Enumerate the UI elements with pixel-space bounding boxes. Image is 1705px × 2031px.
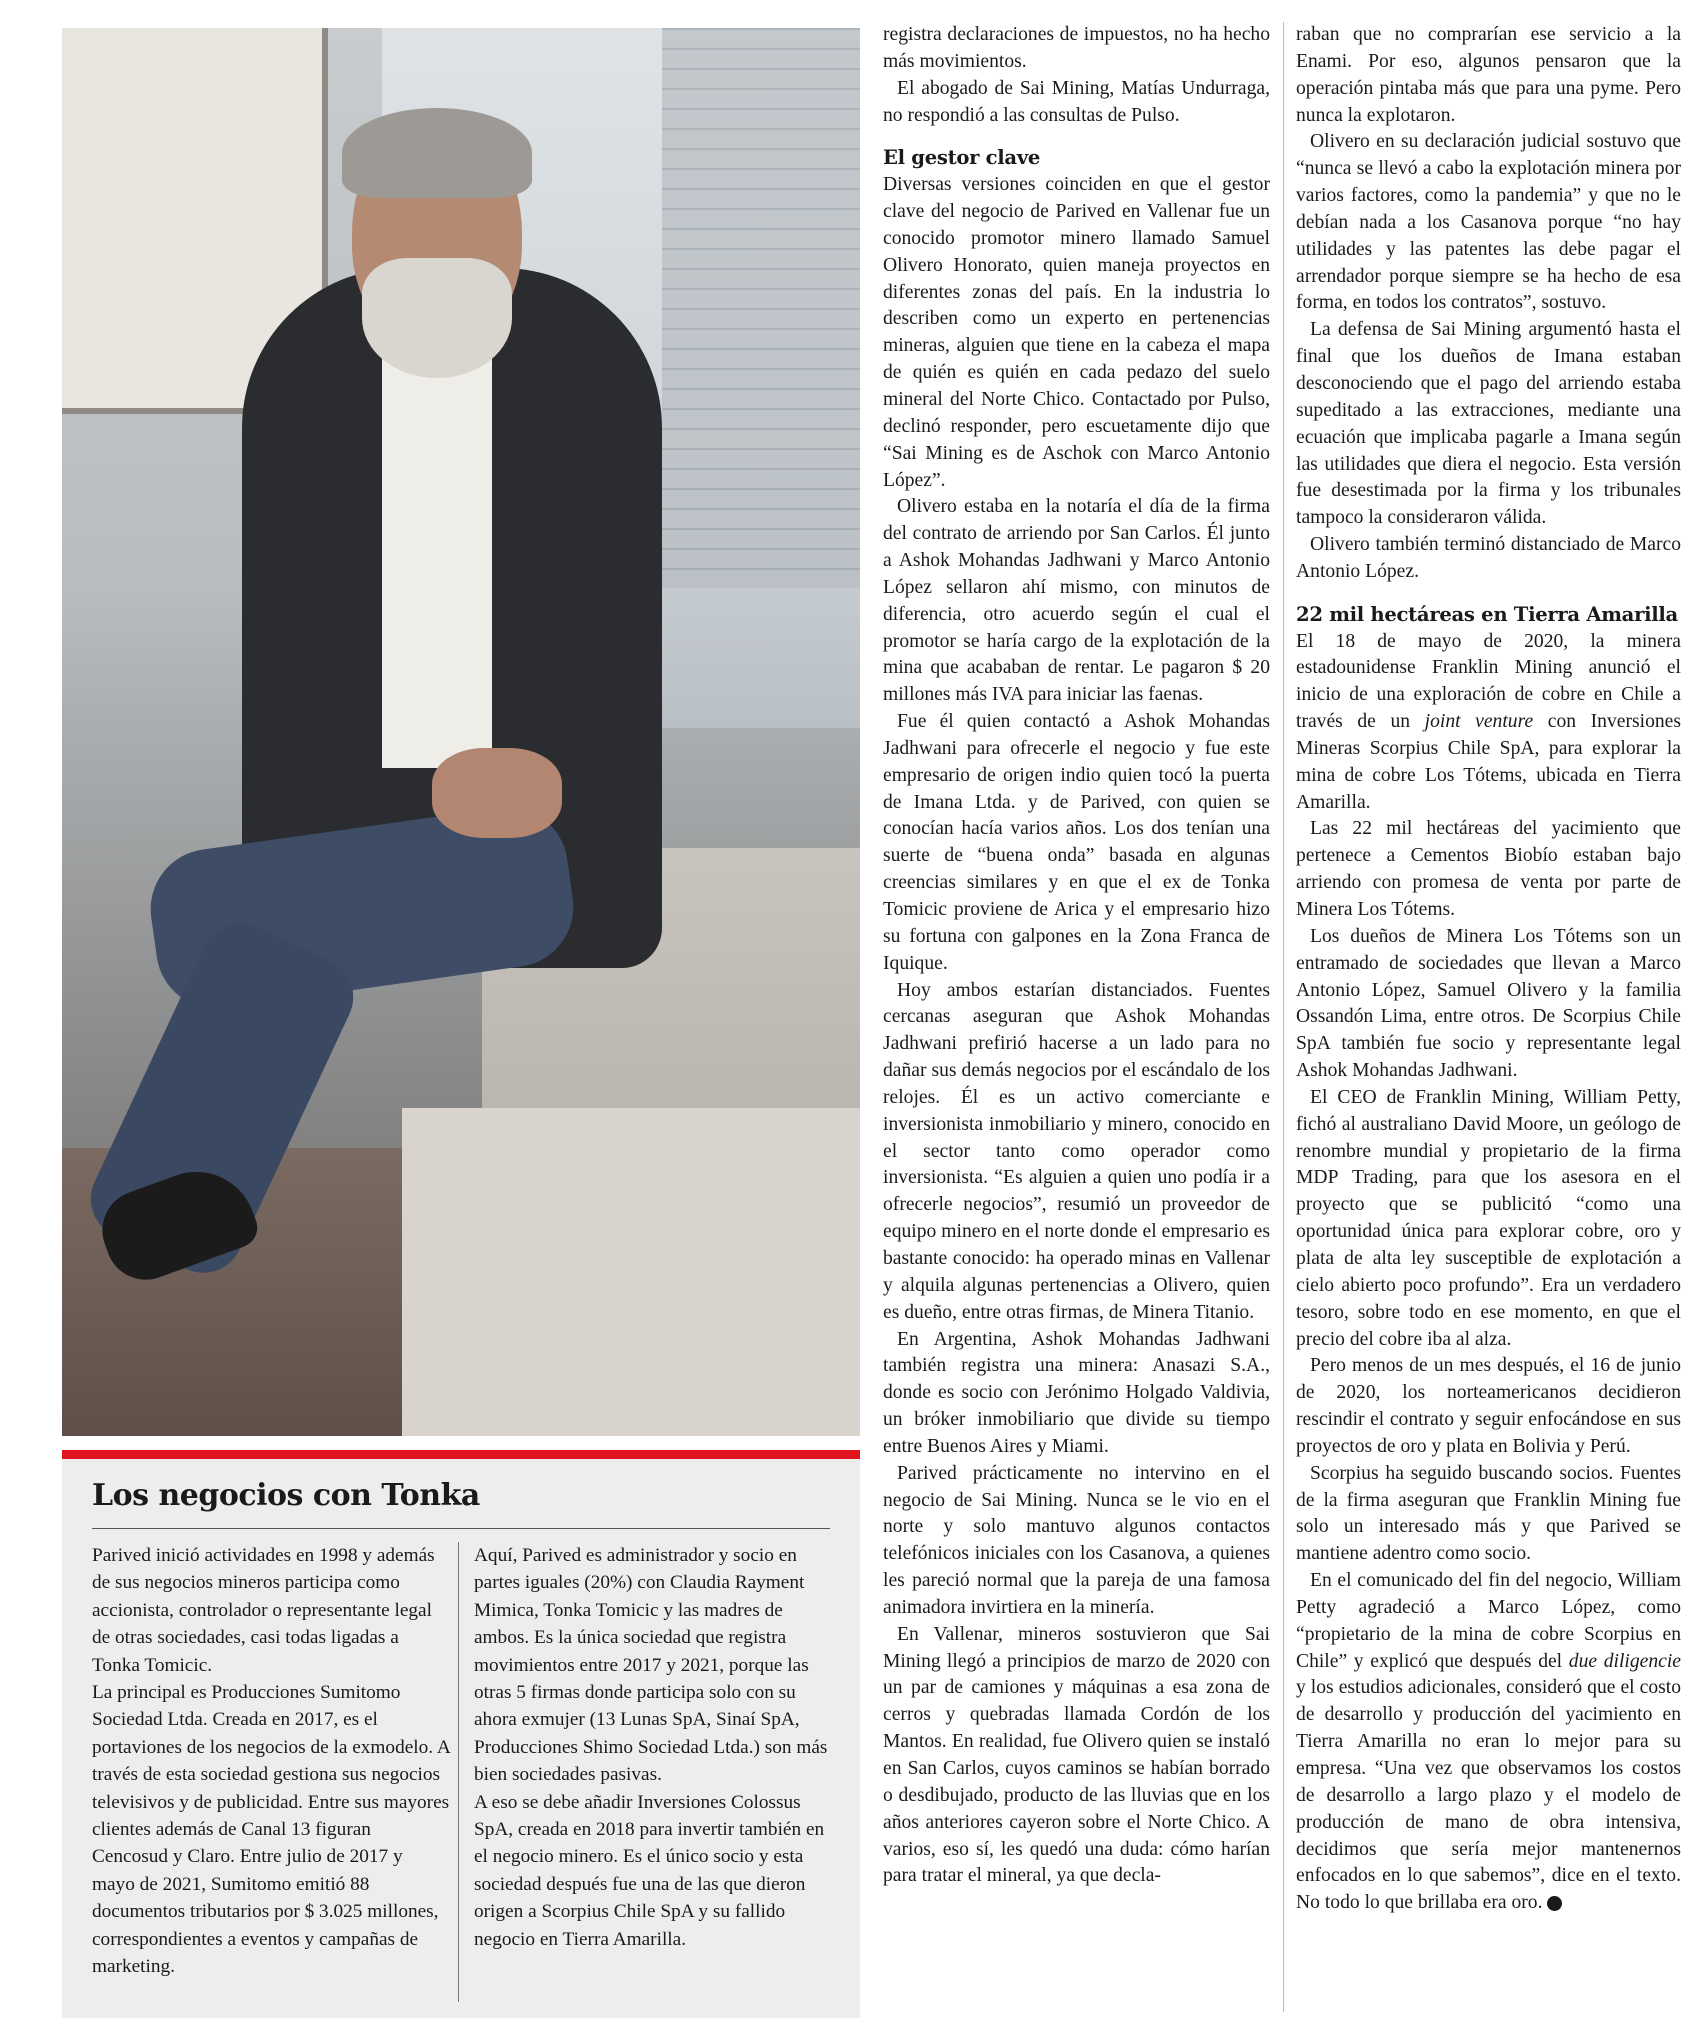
- sidebar-paragraph: La principal es Producciones Sumitomo Sociedad Ltda. Creada en 2017, es el portaviones de los negocios de la exmodelo. A través de esta sociedad gestiona sus negocios televisivos y de publicidad. Entre sus mayores clientes además de Canal 13 figuran Cencosud y Claro. Entre julio de 2017 y mayo de 2021, Sumitomo emitió 88 documentos tributarios por $ 3.025 millones, correspondientes a eventos y campañas de marketing.: [92, 1682, 450, 1978]
- photo-person-hands: [432, 748, 562, 838]
- article-column-2: [1296, 22, 1681, 1917]
- article-paragraph: Olivero también terminó distanciado de Marco Antonio López.: [1296, 534, 1681, 582]
- section-heading: 22 mil hectáreas en Tierra Amarilla: [1296, 602, 1678, 626]
- article-paragraph: Parived prácticamente no intervino en el negocio de Sai Mining. Nunca se le vio en el norte y solo mantuvo algunos contactos telefónicos iniciales con los Casanova, a quienes les pareció normal que la pareja de una famosa animadora invirtiera en la minería.: [883, 1462, 1270, 1618]
- section-heading: El gestor clave: [883, 146, 1041, 170]
- article-paragraph: [1296, 1568, 1681, 1917]
- text-run: El 18 de mayo de 2020, la minera estadounidense Franklin Mining anunció el inicio de una exploración de cobre en Chile a través de un: [1296, 630, 1681, 733]
- article-paragraph: raban que no comprarían ese servicio a la Enami. Por eso, algunos pensaron que la operación pintaba más que para una pyme. Pero nunca la explotaron.: [1296, 24, 1681, 126]
- article-paragraph: Scorpius ha seguido buscando socios. Fuentes de la firma aseguran que Franklin Mining fue solo un interesado más y que Parived se mantiene adentro como socio.: [1296, 1462, 1681, 1565]
- sidebar-box: [62, 1450, 860, 2018]
- sidebar-column-2: [474, 1542, 832, 1953]
- photo-person-beard: [362, 258, 512, 378]
- article-paragraph: En Argentina, Ashok Mohandas Jadhwani también registra una minera: Anasazi S.A., donde es socio con Jerónimo Holgado Valdivia, un bróker inmobiliario que divide su tiempo entre Buenos Aires y Miami.: [883, 1328, 1270, 1457]
- article-paragraph: El CEO de Franklin Mining, William Petty, fichó al australiano David Moore, un geólogo de renombre mundial y propietario de la firma MDP Trading, para que los asesora en el proyecto que se publicitó “como una oportunidad única para explorar cobre, oro y plata de alta ley susceptible de explotación a cielo abierto poco profundo”. Era un verdadero tesoro, sobre todo en ese momento, en que el precio del cobre iba al alza.: [1296, 1086, 1681, 1350]
- sidebar-title: Los negocios con Tonka: [92, 1478, 480, 1513]
- article-paragraph: Los dueños de Minera Los Tótems son un entramado de sociedades que llevan a Marco Antonio López, Samuel Olivero y la familia Ossandón Lima, entre otros. De Scorpius Chile SpA también fue socio y representante legal Ashok Mohandas Jadhwani.: [1296, 925, 1681, 1082]
- text-run: En el comunicado del fin del negocio, William Petty agradeció a Marco López, como “propietario de la mina de cobre Scorpius en Chile” y explicó que después del: [1296, 1570, 1681, 1672]
- sidebar-title-rule: [92, 1528, 830, 1529]
- sidebar-paragraph: A eso se debe añadir Inversiones Colossus SpA, creada en 2018 para invertir también en el negocio minero. Es el único socio y esta sociedad después fue una de las que dieron origen a Scorpius Chile SpA y su fallido negocio en Tierra Amarilla.: [474, 1791, 825, 1950]
- article-paragraph: En Vallenar, mineros sostuvieron que Sai Mining llegó a principios de marzo de 2020 con un par de camiones y máquinas a esa zona de cerros y quebradas llamada Cordón de los Mantos. En realidad, fue Olivero quien se instaló en San Carlos, cuyos caminos se habían borrado o desdibujado, producto de las lluvias que en los años anteriores cayeron sobre el Norte Chico. A varios, eso sí, les quedó una duda: cómo harían para tratar el mineral, ya que decla-: [883, 1623, 1270, 1887]
- article-paragraph: Las 22 mil hectáreas del yacimiento que pertenece a Cementos Biobío estaban bajo arriendo con promesa de venta por parte de Minera Los Tótems.: [1296, 818, 1681, 920]
- sidebar-paragraph: Parived inició actividades en 1998 y además de sus negocios mineros participa como accionista, controlador o representante legal de otras sociedades, casi todas ligadas a Tonka Tomicic.: [92, 1545, 435, 1676]
- sidebar-red-bar: [62, 1450, 860, 1459]
- sidebar-column-divider: [458, 1542, 459, 2002]
- end-of-article-icon: P: [1547, 1896, 1562, 1911]
- column-separator: [1283, 22, 1284, 2012]
- article-paragraph: Diversas versiones coinciden en que el gestor clave del negocio de Parived en Vallenar fue un conocido promotor minero llamado Samuel Olivero Honorato, quien maneja proyectos en diferentes zonas del país. En la industria lo describen como un experto en pertenencias mineras, alguien que tiene en la cabeza el mapa de quién es quién en cada pedazo del suelo mineral del Norte Chico. Contactado por Pulso, declinó responder, pero escuetamente dijo que “Sai Mining es de Aschok con Marco Antonio López”.: [883, 174, 1270, 491]
- text-run: con Inversiones Mineras Scorpius Chile SpA, para explorar la mina de cobre Los Tótems, ubicada en Tierra Amarilla.: [1296, 711, 1681, 813]
- text-run: y los estudios adicionales, consideró que el costo de desarrollo y producción del yacimiento en Tierra Amarilla no eran lo mejor para su empresa. “Una vez que observamos los costos de desarrollo a largo plazo y el modelo de producción de mano de obra intensiva, decidimos que sería mejor mantenernos enfocados en lo que sabemos”, dice en el texto. No todo lo que brillaba era oro.: [1296, 1677, 1681, 1914]
- portrait-photo: [62, 28, 860, 1436]
- article-paragraph: Olivero estaba en la notaría el día de la firma del contrato de arriendo por San Carlos. Él junto a Ashok Mohandas Jadhwani y Marco Antonio López sellaron ahí mismo, con minutos de diferencia, otro acuerdo según el cual el promotor se haría cargo de la explotación de la mina que acababan de rentar. Le pagaron $ 20 millones más IVA para iniciar las faenas.: [883, 496, 1270, 706]
- photo-person-hair: [342, 108, 532, 198]
- photo-sofa-front: [402, 1108, 860, 1436]
- article-column-1: [883, 22, 1270, 1890]
- emphasis-text: joint venture: [1424, 711, 1534, 733]
- article-paragraph: registra declaraciones de impuestos, no ha hecho más movimientos.: [883, 24, 1270, 72]
- article-paragraph: [1296, 629, 1681, 817]
- article-paragraph: Olivero en su declaración judicial sostuvo que “nunca se llevó a cabo la explotación minera por varios factores, como la pandemia” y que no le debían nada a los Casanova porque “no hay utilidades y las patentes las debe pagar el arrendador porque siempre se ha hecho de esa forma, en todos los contratos”, sostuvo.: [1296, 131, 1681, 314]
- emphasis-text: due diligencie: [1568, 1650, 1681, 1672]
- article-paragraph: Fue él quien contactó a Ashok Mohandas Jadhwani para ofrecerle el negocio y fue este empresario de origen indio quien tocó la puerta de Imana Ltda. y de Parived, con quien se conocían hacía varios años. Los dos tenían una suerte de “buena onda” basada en algunas creencias similares y en que el ex de Tonka Tomicic proviene de Arica y el empresario hizo su fortuna con galpones en la Zona Franca de Iquique.: [883, 711, 1270, 974]
- sidebar-paragraph: Aquí, Parived es administrador y socio en partes iguales (20%) con Claudia Rayment Mimica, Tonka Tomicic y las madres de ambos. Es la única sociedad que registra movimientos entre 2017 y 2021, porque las otras 5 firmas donde participa solo con su ahora exmujer (13 Lunas SpA, Sinaí SpA, Producciones Shimo Sociedad Ltda.) son más bien sociedades pasivas.: [474, 1545, 828, 1786]
- article-paragraph: La defensa de Sai Mining argumentó hasta el final que los dueños de Imana estaban desconociendo que el pago del arriendo estaba supeditado a las extracciones, mediante una ecuación que implicaba pagarle a Imana según las utilidades que diera el negocio. Esta versión fue desestimada por la firma y los tribunales tampoco la consideraron válida.: [1296, 319, 1681, 529]
- article-paragraph: Pero menos de un mes después, el 16 de junio de 2020, los norteamericanos decidieron rescindir el contrato y seguir enfocándose en sus proyectos de oro y plata en Bolivia y Perú.: [1296, 1355, 1681, 1457]
- photo-building-background: [662, 28, 860, 588]
- article-paragraph: El abogado de Sai Mining, Matías Undurraga, no respondió a las consultas de Pulso.: [883, 77, 1270, 126]
- article-paragraph: Hoy ambos estarían distanciados. Fuentes cercanas aseguran que Ashok Mohandas Jadhwani prefirió hacerse a un lado para no dañar sus demás negocios por el escándalo de los relojes. Él es un activo comerciante e inversionista inmobiliario y minero, conocido en el sector tanto como operador como inversionista. “Es alguien a quien uno podía ir a ofrecerle negocios”, resumió un proveedor de equipo minero en el norte donde el empresario es bastante conocido: ha operado minas en Vallenar y alquila algunas pertenencias a Olivero, quien es dueño, entre otras firmas, de Minera Titanio.: [883, 979, 1270, 1323]
- sidebar-column-1: [92, 1542, 450, 1981]
